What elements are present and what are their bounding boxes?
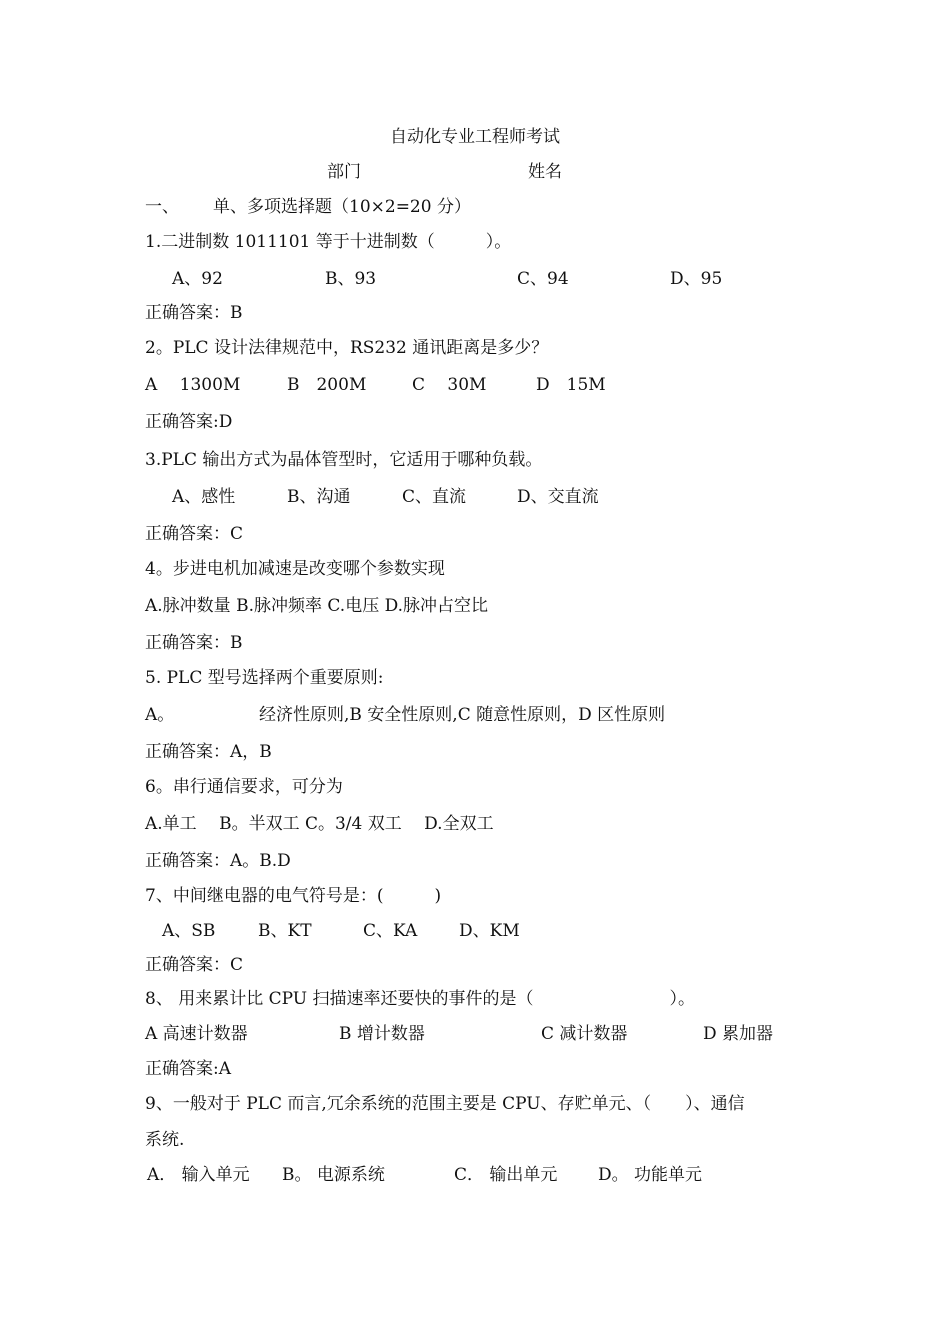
q8-answer: 正确答案:A xyxy=(145,1059,232,1079)
q3-option-b: B、沟通 xyxy=(287,487,351,507)
q7-option-a: A、SB xyxy=(162,921,216,941)
question-3: 3.PLC 输出方式为晶体管型时，它适用于哪种负载。 xyxy=(145,450,543,470)
question-8: 8、 用来累计比 CPU 扫描速率还要快的事件的是（ ）。 xyxy=(145,989,696,1009)
q9-option-b: B。 电源系统 xyxy=(282,1165,385,1185)
section-number: 一、 xyxy=(145,197,179,217)
name-label: 姓名 xyxy=(528,162,562,182)
q4-options: A.脉冲数量 B.脉冲频率 C.电压 D.脉冲占空比 xyxy=(145,596,489,616)
page-title: 自动化专业工程师考试 xyxy=(390,127,560,147)
q8-option-c: C 减计数器 xyxy=(541,1024,628,1044)
q3-option-a: A、感性 xyxy=(172,487,236,507)
q8-option-a: A 高速计数器 xyxy=(145,1024,248,1044)
q2-option-b: B 200M xyxy=(287,375,367,395)
question-7: 7、中间继电器的电气符号是：( ) xyxy=(145,886,442,906)
department-label: 部门 xyxy=(327,162,361,182)
q8-option-b: B 增计数器 xyxy=(339,1024,425,1044)
q1-answer: 正确答案：B xyxy=(145,303,243,323)
question-1: 1.二进制数 1011101 等于十进制数（ ）。 xyxy=(145,232,512,252)
q3-option-c: C、直流 xyxy=(402,487,467,507)
q9-option-a: A． 输入单元 xyxy=(147,1165,250,1185)
q2-answer: 正确答案:D xyxy=(145,412,233,432)
q1-option-c: C、94 xyxy=(517,269,569,289)
question-9: 9、一般对于 PLC 而言,冗余系统的范围主要是 CPU、存贮单元、（ ）、通信 xyxy=(145,1094,745,1114)
q9-option-d: D。 功能单元 xyxy=(598,1165,703,1185)
q1-option-a: A、92 xyxy=(172,269,223,289)
question-2: 2。PLC 设计法律规范中，RS232 通讯距离是多少？ xyxy=(145,338,549,358)
q5-option-a: A。 xyxy=(145,705,175,725)
q5-options-rest: 经济性原则,B 安全性原则,C 随意性原则，D 区性原则 xyxy=(259,705,666,725)
q4-answer: 正确答案：B xyxy=(145,633,243,653)
q1-option-b: B、93 xyxy=(325,269,377,289)
q2-option-c: C 30M xyxy=(412,375,487,395)
q6-answer: 正确答案：A。B.D xyxy=(145,851,291,871)
q7-option-d: D、KM xyxy=(459,921,520,941)
question-6: 6。串行通信要求，可分为 xyxy=(145,777,343,797)
section-heading: 单、多项选择题（10×2=20 分） xyxy=(213,197,471,217)
q7-answer: 正确答案：C xyxy=(145,955,244,975)
q5-answer: 正确答案：A，B xyxy=(145,742,272,762)
q9-option-c: C． 输出单元 xyxy=(454,1165,558,1185)
question-9-continued: 系统. xyxy=(145,1130,185,1150)
question-4: 4。步进电机加减速是改变哪个参数实现 xyxy=(145,559,445,579)
q2-option-a: A 1300M xyxy=(145,375,241,395)
q6-options: A.单工 B。半双工 C。3/4 双工 D.全双工 xyxy=(145,814,494,834)
q2-option-d: D 15M xyxy=(536,375,606,395)
q1-option-d: D、95 xyxy=(670,269,723,289)
q8-option-d: D 累加器 xyxy=(703,1024,774,1044)
question-5: 5. PLC 型号选择两个重要原则: xyxy=(145,668,384,688)
q3-option-d: D、交直流 xyxy=(517,487,599,507)
q7-option-b: B、KT xyxy=(258,921,312,941)
q7-option-c: C、KA xyxy=(363,921,418,941)
q3-answer: 正确答案：C xyxy=(145,524,244,544)
